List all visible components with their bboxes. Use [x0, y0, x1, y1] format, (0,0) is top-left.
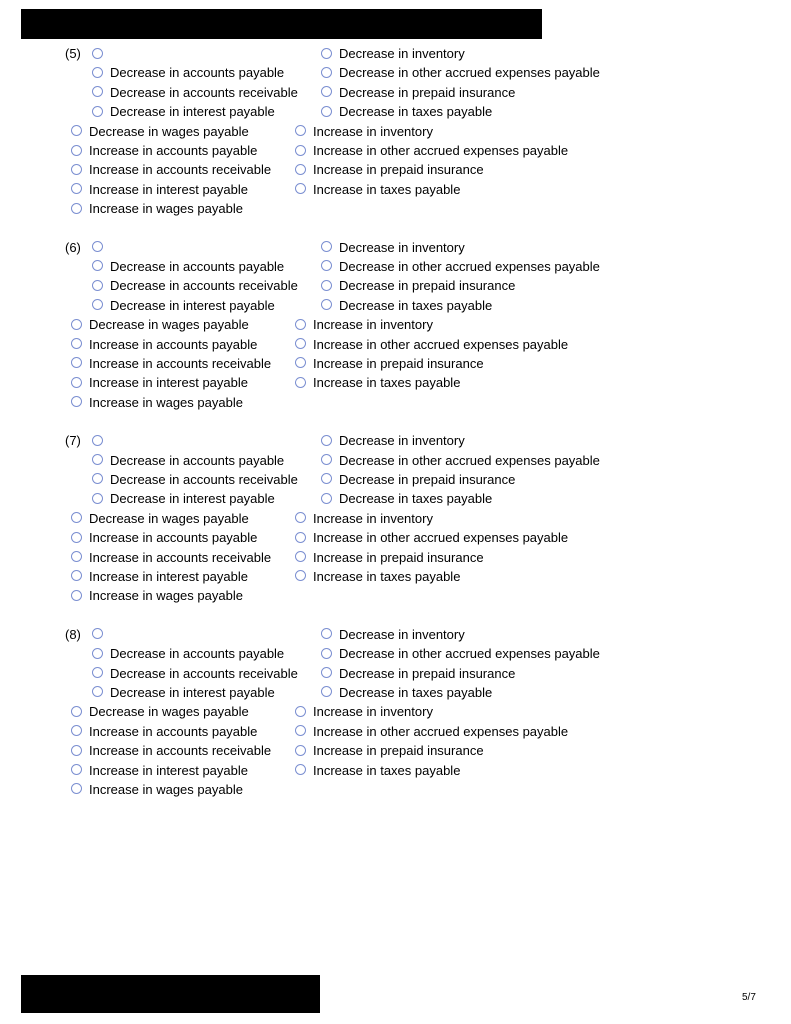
radio-button-icon[interactable] [92, 454, 103, 465]
radio-button-icon[interactable] [71, 125, 82, 136]
radio-button-icon[interactable] [295, 125, 306, 136]
question-number: (7) [65, 433, 81, 449]
radio-button-icon[interactable] [71, 745, 82, 756]
radio-button-icon[interactable] [71, 319, 82, 330]
radio-button-icon[interactable] [295, 145, 306, 156]
radio-button-icon[interactable] [71, 183, 82, 194]
radio-button-icon[interactable] [71, 570, 82, 581]
radio-button-icon[interactable] [321, 473, 332, 484]
radio-button-icon[interactable] [295, 706, 306, 717]
radio-button-icon[interactable] [321, 260, 332, 271]
radio-button-icon[interactable] [321, 241, 332, 252]
radio-button-icon[interactable] [92, 435, 103, 446]
radio-button-icon[interactable] [321, 435, 332, 446]
radio-button-icon[interactable] [295, 512, 306, 523]
radio-button-icon[interactable] [92, 686, 103, 697]
radio-button-icon[interactable] [321, 493, 332, 504]
radio-button-icon[interactable] [92, 48, 103, 59]
radio-button-icon[interactable] [71, 551, 82, 562]
question-block: (7) Decrease in inventory Decrease in accounts payable Decrease in other accrued expenses payable Decrease in accounts receivable Decrease in prepaid insurance Decrease in interest payable Decrease in taxes payable Decrease in wages payable Increase in inventory Increase in accounts payable Increase in other accrued expenses payable Increase in accounts receivable Increase in prepaid insurance Increase in interest payable Increase in taxes payable Increase in wages payable [65, 433, 600, 604]
radio-button-icon[interactable] [71, 725, 82, 736]
radio-button-icon[interactable] [71, 357, 82, 368]
radio-button-icon[interactable] [295, 532, 306, 543]
radio-button-icon[interactable] [71, 203, 82, 214]
radio-button-icon[interactable] [295, 725, 306, 736]
question-number: (5) [65, 46, 81, 61]
radio-button-icon[interactable] [71, 145, 82, 156]
radio-button-icon[interactable] [71, 783, 82, 794]
radio-button-icon[interactable] [71, 164, 82, 175]
radio-button-icon[interactable] [71, 764, 82, 775]
radio-button-icon[interactable] [321, 299, 332, 310]
radio-button-icon[interactable] [321, 454, 332, 465]
radio-button-icon[interactable] [321, 667, 332, 678]
radio-button-icon[interactable] [321, 67, 332, 78]
radio-button-icon[interactable] [295, 745, 306, 756]
radio-button-icon[interactable] [295, 164, 306, 175]
radio-button-icon[interactable] [295, 377, 306, 388]
radio-button-icon[interactable] [92, 648, 103, 659]
radio-button-icon[interactable] [321, 628, 332, 639]
radio-button-icon[interactable] [71, 590, 82, 601]
radio-button-icon[interactable] [92, 299, 103, 310]
radio-button-icon[interactable] [92, 241, 103, 252]
question-number: (8) [65, 626, 81, 642]
radio-button-icon[interactable] [295, 357, 306, 368]
radio-button-icon[interactable] [71, 512, 82, 523]
radio-button-icon[interactable] [321, 648, 332, 659]
radio-button-icon[interactable] [92, 86, 103, 97]
radio-button-icon[interactable] [295, 551, 306, 562]
radio-button-icon[interactable] [92, 628, 103, 639]
radio-button-icon[interactable] [321, 686, 332, 697]
radio-button-icon[interactable] [92, 473, 103, 484]
radio-button-icon[interactable] [92, 260, 103, 271]
question-number: (6) [65, 239, 81, 255]
radio-button-icon[interactable] [71, 338, 82, 349]
radio-button-icon[interactable] [295, 570, 306, 581]
radio-button-icon[interactable] [71, 706, 82, 717]
question-block: (6) Decrease in inventory Decrease in accounts payable Decrease in other accrued expenses payable Decrease in accounts receivable Decrease in prepaid insurance Decrease in interest payable Decrease in taxes payable Decrease in wages payable Increase in inventory Increase in accounts payable Increase in other accrued expenses payable Increase in accounts receivable Increase in prepaid insurance Increase in interest payable Increase in taxes payable Increase in wages payable [65, 239, 600, 410]
radio-button-icon[interactable] [92, 667, 103, 678]
redacted-header-bar [21, 9, 542, 39]
question-block: (5) Decrease in inventory Decrease in accounts payable Decrease in other accrued expenses payable Decrease in accounts receivable Decrease in prepaid insurance Decrease in interest payable Decrease in taxes payable Decrease in wages payable Increase in inventory Increase in accounts payable Increase in other accrued expenses payable Increase in accounts receivable Increase in prepaid insurance Increase in interest payable Increase in taxes payable Increase in wages payable [65, 46, 600, 217]
radio-button-icon[interactable] [295, 183, 306, 194]
question-block: (8) Decrease in inventory Decrease in accounts payable Decrease in other accrued expenses payable Decrease in accounts receivable Decrease in prepaid insurance Decrease in interest payable Decrease in taxes payable Decrease in wages payable Increase in inventory Increase in accounts payable Increase in other accrued expenses payable Increase in accounts receivable Increase in prepaid insurance Increase in interest payable Increase in taxes payable Increase in wages payable [65, 626, 600, 797]
radio-button-icon[interactable] [92, 106, 103, 117]
radio-button-icon[interactable] [295, 319, 306, 330]
radio-button-icon[interactable] [92, 280, 103, 291]
radio-button-icon[interactable] [92, 67, 103, 78]
radio-button-icon[interactable] [321, 48, 332, 59]
page-number: 5/7 [742, 992, 756, 1003]
radio-button-icon[interactable] [71, 396, 82, 407]
radio-button-icon[interactable] [295, 764, 306, 775]
radio-button-icon[interactable] [321, 86, 332, 97]
radio-button-icon[interactable] [71, 532, 82, 543]
radio-button-icon[interactable] [295, 338, 306, 349]
redacted-footer-bar [21, 975, 320, 1013]
radio-button-icon[interactable] [321, 106, 332, 117]
radio-button-icon[interactable] [92, 493, 103, 504]
radio-button-icon[interactable] [321, 280, 332, 291]
radio-button-icon[interactable] [71, 377, 82, 388]
